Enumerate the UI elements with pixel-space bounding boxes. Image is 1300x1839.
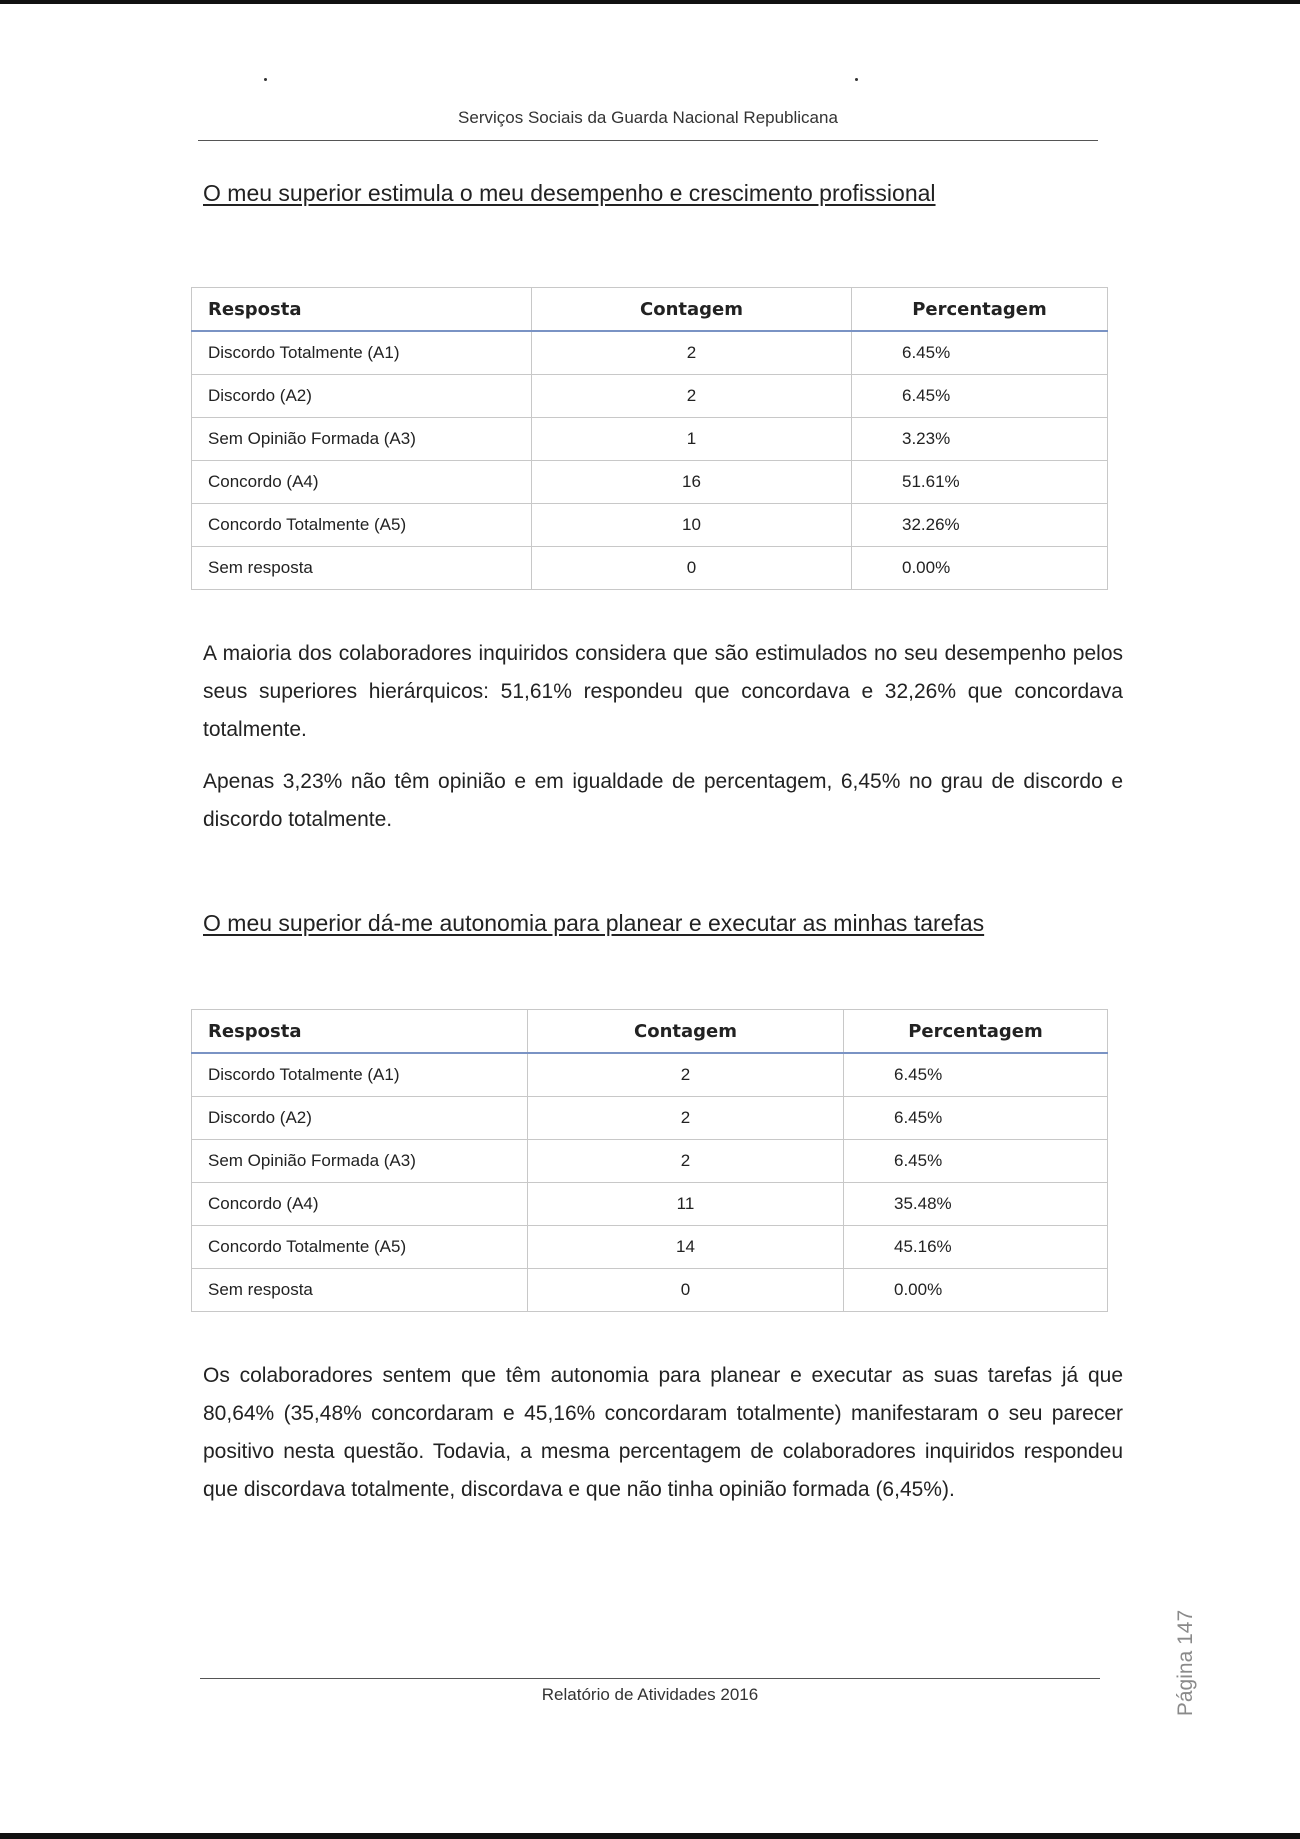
table-row xyxy=(192,1226,1108,1269)
table-row xyxy=(192,1097,1108,1140)
cell-resposta: Concordo (A4) xyxy=(192,461,532,504)
column-header-resposta: Resposta xyxy=(192,1010,528,1054)
cell-contagem: 16 xyxy=(532,461,852,504)
cell-resposta: Sem Opinião Formada (A3) xyxy=(192,1140,528,1183)
table-row xyxy=(192,418,1108,461)
cell-resposta: Discordo Totalmente (A1) xyxy=(192,1053,528,1097)
cell-percentagem: 6.45% xyxy=(844,1053,1108,1097)
table-row xyxy=(192,1269,1108,1312)
table-header-row xyxy=(192,288,1108,332)
cell-percentagem: 6.45% xyxy=(844,1097,1108,1140)
column-header-percentagem: Percentagem xyxy=(852,288,1108,332)
cell-contagem: 14 xyxy=(528,1226,844,1269)
cell-resposta: Discordo Totalmente (A1) xyxy=(192,331,532,375)
cell-contagem: 0 xyxy=(528,1269,844,1312)
cell-percentagem: 6.45% xyxy=(844,1140,1108,1183)
footer-rule xyxy=(200,1678,1100,1679)
scan-bottom-edge xyxy=(0,1833,1300,1839)
cell-percentagem: 32.26% xyxy=(852,504,1108,547)
section-2-table xyxy=(191,1009,1108,1312)
cell-percentagem: 0.00% xyxy=(844,1269,1108,1312)
cell-percentagem: 51.61% xyxy=(852,461,1108,504)
column-header-resposta: Resposta xyxy=(192,288,532,332)
section-2-paragraph: Os colaboradores sentem que têm autonomia para planear e executar as suas tarefas já que 80,64% (35,48% concordaram e 45,16% concordaram totalmente) manifestaram o seu parecer positivo nesta questão. Todavia, a mesma percentagem de colaboradores inquiridos respondeu que discordava totalmente, discordava e que não tinha opinião formada (6,45%). xyxy=(203,1364,1123,1501)
cell-contagem: 1 xyxy=(532,418,852,461)
cell-contagem: 11 xyxy=(528,1183,844,1226)
cell-resposta: Discordo (A2) xyxy=(192,1097,528,1140)
cell-contagem: 2 xyxy=(528,1053,844,1097)
section-1-paragraph: A maioria dos colaboradores inquiridos considera que são estimulados no seu desempenho pelos seus superiores hierárquicos: 51,61% respondeu que concordava e 32,26% que concordava totalmente. xyxy=(203,642,1123,741)
table-row xyxy=(192,1140,1108,1183)
cell-resposta: Concordo Totalmente (A5) xyxy=(192,504,532,547)
cell-resposta: Sem resposta xyxy=(192,547,532,590)
cell-contagem: 2 xyxy=(528,1097,844,1140)
cell-resposta: Sem Opinião Formada (A3) xyxy=(192,418,532,461)
table-row xyxy=(192,331,1108,375)
cell-resposta: Sem resposta xyxy=(192,1269,528,1312)
section-1-title: O meu superior estimula o meu desempenho e crescimento profissional xyxy=(203,180,936,206)
cell-percentagem: 3.23% xyxy=(852,418,1108,461)
table-row xyxy=(192,547,1108,590)
table-row xyxy=(192,461,1108,504)
scan-top-edge xyxy=(0,0,1300,4)
cell-contagem: 2 xyxy=(532,375,852,418)
cell-contagem: 10 xyxy=(532,504,852,547)
page-header: Serviços Sociais da Guarda Nacional Republicana xyxy=(458,108,838,127)
section-1-table xyxy=(191,287,1108,590)
table-row xyxy=(192,1183,1108,1226)
column-header-contagem: Contagem xyxy=(532,288,852,332)
table-row xyxy=(192,1053,1108,1097)
cell-percentagem: 0.00% xyxy=(852,547,1108,590)
cell-percentagem: 6.45% xyxy=(852,331,1108,375)
cell-resposta: Discordo (A2) xyxy=(192,375,532,418)
cell-percentagem: 45.16% xyxy=(844,1226,1108,1269)
cell-resposta: Concordo Totalmente (A5) xyxy=(192,1226,528,1269)
cell-percentagem: 35.48% xyxy=(844,1183,1108,1226)
cell-contagem: 2 xyxy=(528,1140,844,1183)
column-header-contagem: Contagem xyxy=(528,1010,844,1054)
scan-speck xyxy=(264,78,267,81)
header-rule xyxy=(198,140,1098,141)
table-header-row xyxy=(192,1010,1108,1054)
scan-speck xyxy=(855,78,858,81)
column-header-percentagem: Percentagem xyxy=(844,1010,1108,1054)
table-row xyxy=(192,504,1108,547)
page-number xyxy=(1174,1608,1202,1718)
page-number-label: Página 147 xyxy=(1174,1609,1197,1717)
cell-contagem: 2 xyxy=(532,331,852,375)
table-row xyxy=(192,375,1108,418)
cell-percentagem: 6.45% xyxy=(852,375,1108,418)
section-1-paragraph: Apenas 3,23% não têm opinião e em igualdade de percentagem, 6,45% no grau de discordo e discordo totalmente. xyxy=(203,770,1123,831)
page-footer: Relatório de Atividades 2016 xyxy=(541,1685,759,1704)
cell-resposta: Concordo (A4) xyxy=(192,1183,528,1226)
cell-contagem: 0 xyxy=(532,547,852,590)
section-2-title: O meu superior dá-me autonomia para planear e executar as minhas tarefas xyxy=(203,910,985,936)
